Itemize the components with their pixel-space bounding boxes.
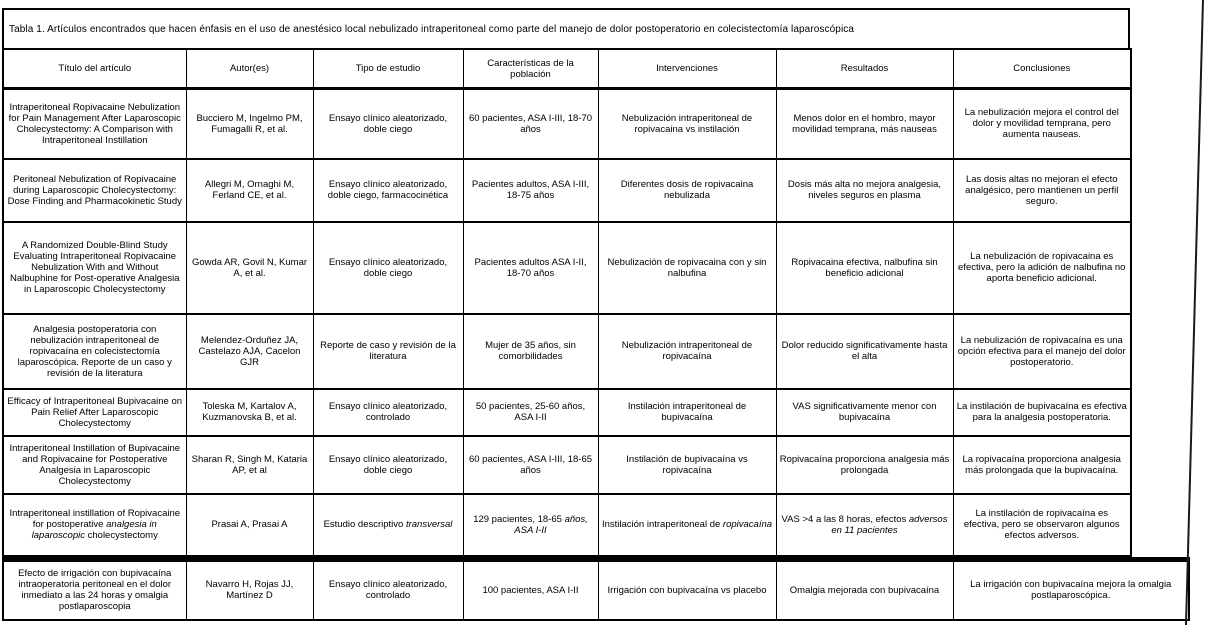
cell-results [776, 494, 953, 556]
table-row [3, 314, 1131, 389]
cell-results: Ropivacaína proporciona analgesia más prolongada [776, 436, 953, 494]
cell-article-title: Efficacy of Intraperitoneal Bupivacaine on Pain Relief After Laparoscopic Cholecystectomy [3, 389, 186, 436]
cell-authors: Prasai A, Prasai A [186, 494, 313, 556]
table-row [3, 559, 1189, 620]
column-header: Tipo de estudio [313, 49, 463, 89]
cell-authors: Gowda AR, Govil N, Kumar A, et al. [186, 222, 313, 314]
cell-article-title: Intraperitoneal Instillation of Bupivacaine and Ropivacaine for Postoperative Analgesia in Laparoscopic Cholecystectomy [3, 436, 186, 494]
table-caption: Tabla 1. Artículos encontrados que hacen énfasis en el uso de anestésico local nebulizado intraperitoneal como parte del manejo de dolor postoperatorio en colecistectomía laparoscópica [2, 8, 1130, 48]
text-segment-italic: transversal [405, 519, 453, 530]
cell-conclusions: La instilación de bupivacaína es efectiva para la analgesia postoperatoria. [953, 389, 1131, 436]
cell-study-type: Reporte de caso y revisión de la literatura [313, 314, 463, 389]
text-segment: cholecystectomy [84, 530, 158, 541]
cell-interventions [598, 494, 776, 556]
cell-authors: Allegri M, Ornaghi M, Ferland CE, et al. [186, 159, 313, 222]
cell-conclusions: Las dosis altas no mejoran el efecto analgésico, pero mantienen un perfil seguro. [953, 159, 1131, 222]
table-row [3, 436, 1131, 494]
cell-conclusions: La ropivacaína proporciona analgesia más prolongada que la bupivacaína. [953, 436, 1131, 494]
cell-study-type: Ensayo clínico aleatorizado, doble ciego [313, 222, 463, 314]
cell-interventions: Instilación intraperitoneal de bupivacaína [598, 389, 776, 436]
cell-interventions: Irrigación con bupivacaína vs placebo [598, 559, 776, 620]
cell-article-title: Efecto de irrigación con bupivacaína intraoperatoria peritoneal en el dolor inmediato a las 24 horas y omalgia postlaparoscopia [3, 559, 186, 620]
cell-conclusions: La nebulización de ropivacaína es una opción efectiva para el manejo del dolor postoperatorio. [953, 314, 1131, 389]
text-segment: Instilación intraperitoneal de [601, 519, 723, 530]
cell-conclusions: La nebulización de ropivacaina es efectiva, pero la adición de nalbufina no aporta beneficio adicional. [953, 222, 1131, 314]
column-header: Autor(es) [186, 49, 313, 89]
cell-population: 50 pacientes, 25-60 años, ASA I-II [463, 389, 598, 436]
table-row [3, 222, 1131, 314]
cell-study-type [313, 494, 463, 556]
cell-authors: Sharan R, Singh M, Kataria AP, et al [186, 436, 313, 494]
cell-conclusions: La nebulización mejora el control del dolor y movilidad temprana, pero aumenta nauseas. [953, 89, 1131, 159]
cell-study-type: Ensayo clínico aleatorizado, doble ciego [313, 436, 463, 494]
cell-results: Ropivacaina efectiva, nalbufina sin beneficio adicional [776, 222, 953, 314]
cell-results: Omalgia mejorada con bupivacaína [776, 559, 953, 620]
table-row [3, 389, 1131, 436]
cell-population: Mujer de 35 años, sin comorbilidades [463, 314, 598, 389]
cell-results: Menos dolor en el hombro, mayor movilidad temprana, más nauseas [776, 89, 953, 159]
table-scan-region [2, 8, 1172, 621]
text-segment-italic: ropivacaína [722, 519, 773, 530]
table-row [3, 89, 1131, 159]
table-header-row [3, 49, 1131, 89]
cell-article-title: Peritoneal Nebulization of Ropivacaine during Laparoscopic Cholecystectomy: Dose Finding and Pharmacokinetic Study [3, 159, 186, 222]
cell-interventions: Diferentes dosis de ropivacaina nebulizada [598, 159, 776, 222]
cell-article-title: A Randomized Double-Blind Study Evaluating Intraperitoneal Ropivacaine Nebulization With and Without Nalbuphine for Post-operative Analgesia in Laparoscopic Cholecystectomy [3, 222, 186, 314]
cell-results: VAS significativamente menor con bupivacaína [776, 389, 953, 436]
cell-article-title [3, 494, 186, 556]
cell-authors: Melendez-Orduñez JA, Castelazo AJA, Cacelon GJR [186, 314, 313, 389]
cell-conclusions: La instilación de ropivacaína es efectiva, pero se observaron algunos efectos adversos. [953, 494, 1131, 556]
cell-interventions: Instilación de bupivacaína vs ropivacaína [598, 436, 776, 494]
cell-interventions: Nebulización intraperitoneal de ropivacaína [598, 314, 776, 389]
cell-conclusions: La irrigación con bupivacaína mejora la omalgia postlaparoscópica. [953, 559, 1189, 620]
text-segment: VAS >4 a las 8 horas, efectos [781, 513, 909, 525]
column-header: Resultados [776, 49, 953, 89]
cell-study-type: Ensayo clínico aleatorizado, controlado [313, 389, 463, 436]
cell-population [463, 494, 598, 556]
cell-study-type: Ensayo clínico aleatorizado, doble ciego [313, 89, 463, 159]
table-row [3, 494, 1131, 556]
cell-study-type: Ensayo clínico aleatorizado, doble ciego, farmacocinética [313, 159, 463, 222]
cell-results: Dosis más alta no mejora analgesia, niveles seguros en plasma [776, 159, 953, 222]
cell-study-type: Ensayo clínico aleatorizado, controlado [313, 559, 463, 620]
cell-article-title: Analgesia postoperatoria con nebulización intraperitoneal de ropivacaína en colecistectomía laparoscópica. Reporte de un caso y revisión de la literatura [3, 314, 186, 389]
text-segment-italic: años, ASA I-II [514, 513, 588, 536]
cell-interventions: Nebulización intraperitoneal de ropivacaina vs instilación [598, 89, 776, 159]
cell-population: 100 pacientes, ASA I-II [463, 559, 598, 620]
articles-table [2, 48, 1132, 557]
cell-authors: Navarro H, Rojas JJ, Martínez D [186, 559, 313, 620]
column-header: Características de la población [463, 49, 598, 89]
cell-population: Pacientes adultos, ASA I-III, 18-75 años [463, 159, 598, 222]
text-segment: Intraperitoneal instillation of Ropivacaine for postoperative [9, 508, 181, 530]
column-header: Conclusiones [953, 49, 1131, 89]
column-header: Intervenciones [598, 49, 776, 89]
cell-authors: Bucciero M, Ingelmo PM, Fumagalli R, et al. [186, 89, 313, 159]
text-segment: 129 pacientes, 18-65 [473, 513, 565, 525]
cell-authors: Toleska M, Kartalov A, Kuzmanovska B, et al. [186, 389, 313, 436]
table-row [3, 159, 1131, 222]
column-header: Título del artículo [3, 49, 186, 89]
text-segment: Estudio descriptivo [323, 519, 406, 530]
articles-table-continued [2, 557, 1190, 622]
cell-article-title: Intraperitoneal Ropivacaine Nebulization for Pain Management After Laparoscopic Cholecystectomy: A Comparison with Intraperitoneal Instillation [3, 89, 186, 159]
cell-population: Pacientes adultos ASA I-II, 18-70 años [463, 222, 598, 314]
text-segment-italic: adversos en 11 pacientes [831, 513, 948, 536]
cell-population: 60 pacientes, ASA I-III, 18-65 años [463, 436, 598, 494]
text-segment-italic: analgesia in laparoscopic [31, 519, 157, 541]
cell-results: Dolor reducido significativamente hasta el alta [776, 314, 953, 389]
cell-population: 60 pacientes, ASA I-III, 18-70 años [463, 89, 598, 159]
cell-interventions: Nebulización de ropivacaina con y sin nalbufina [598, 222, 776, 314]
